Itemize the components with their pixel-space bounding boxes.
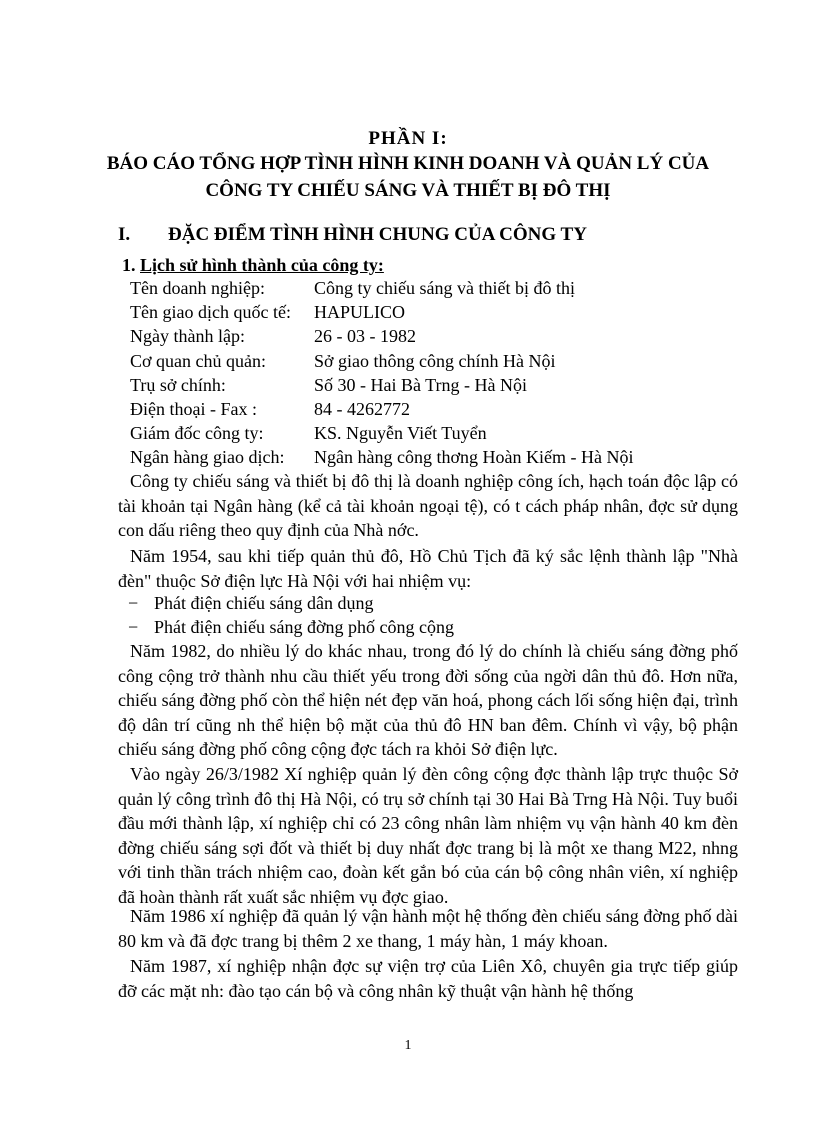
info-value: 26 - 03 - 1982 [314,326,416,346]
info-value: 84 - 4262772 [314,399,410,419]
info-label: Giám đốc công ty: [130,423,264,443]
paragraph-1982-separation: Năm 1982, do nhiều lý do khác nhau, trong đó lý do chính là chiếu sáng đờng phố công cộng trở thành nhu cầu thiết yếu trong đời sống của ngời dân thủ đô. Hơn nữa, chiếu sáng đờng phố còn thể hiện nét đẹp văn hoá, phong cách lối sống hiện đại, trình độ dân trí cũng nh thể hiện bộ mặt của thủ đô HN ban đêm. Chính vì vậy, bộ phận chiếu sáng đờng phố công cộng đợc tách ra khỏi Sở điện lực. [118,641,738,760]
info-label: Ngân hàng giao dịch: [130,447,285,467]
info-value: KS. Nguyễn Viết Tuyển [314,423,487,443]
subsection-heading [122,255,384,276]
info-label: Cơ quan chủ quản: [130,351,266,371]
paragraph-company-status: Công ty chiếu sáng và thiết bị đô thị là doanh nghiệp công ích, hạch toán độc lập có tài khoản tại Ngân hàng (kể cả tài khoản ngoại tệ), có t cách pháp nhân, đợc sử dụng con dấu riêng theo quy định của Nhà nớc. [118,471,738,541]
info-label: Ngày thành lập: [130,326,245,346]
report-title-line-1: BÁO CÁO TỔNG HỢP TÌNH HÌNH KINH DOANH VÀ QUẢN LÝ CỦA [106,153,710,174]
info-value: Công ty chiếu sáng và thiết bị đô thị [314,278,575,298]
subsection-title: Lịch sử hình thành của công ty: [140,255,384,275]
info-value: HAPULICO [314,302,406,322]
info-value: Ngân hàng công thơng Hoàn Kiếm - Hà Nội [314,447,634,467]
section-title: ĐẶC ĐIỂM TÌNH HÌNH CHUNG CỦA CÔNG TY [168,224,587,245]
paragraph-founding-enterprise: Vào ngày 26/3/1982 Xí nghiệp quản lý đèn công cộng đợc thành lập trực thuộc Sở quản lý công trình đô thị Hà Nội, có trụ sở chính tại 30 Hai Bà Trng Hà Nội. Tuy buổi đầu mới thành lập, xí nghiệp chỉ có 23 công nhân làm nhiệm vụ vận hành 40 km đèn đờng chiếu sáng sợi đốt và thiết bị duy nhất đợc trang bị là một xe thang M22, nhng với tinh thần trách nhiệm cao, đoàn kết gắn bó của cán bộ công nhân viên, xí nghiệp đã hoàn thành rất xuất sắc nhiệm vụ đợc giao. [118,764,738,907]
info-label: Trụ sở chính: [130,375,226,395]
report-title-line-2: CÔNG TY CHIẾU SÁNG VÀ THIẾT BỊ ĐÔ THỊ [205,180,611,201]
section-heading [118,224,587,246]
bullet-dash: − [128,593,139,613]
paragraph-1987: Năm 1987, xí nghiệp nhận đợc sự viện trợ của Liên Xô, chuyên gia trực tiếp giúp đỡ các mặt nh: đào tạo cán bộ và công nhân kỹ thuật vận hành hệ thống [118,956,738,1001]
paragraph-1954-history: Năm 1954, sau khi tiếp quản thủ đô, Hồ Chủ Tịch đã ký sắc lệnh thành lập "Nhà đèn" thuộc Sở điện lực Hà Nội với hai nhiệm vụ: [118,546,738,591]
bullet-item [128,615,454,639]
info-label: Tên giao dịch quốc tế: [130,302,291,322]
bullet-text: Phát điện chiếu sáng dân dụng [154,593,374,613]
info-value: Số 30 - Hai Bà Trng - Hà Nội [314,375,528,395]
bullet-item [128,591,373,615]
bullet-dash: − [128,617,139,637]
bullet-text: Phát điện chiếu sáng đờng phố công cộng [154,617,454,637]
part-heading: PHẦN I: [368,128,448,149]
info-value: Sở giao thông công chính Hà Nội [314,351,556,371]
page-number: 1 [404,1038,412,1053]
section-number: I. [118,224,131,245]
paragraph-1986: Năm 1986 xí nghiệp đã quản lý vận hành một hệ thống đèn chiếu sáng đờng phố dài 80 km và đã đợc trang bị thêm 2 xe thang, 1 máy hàn, 1 máy khoan. [118,906,738,951]
info-label: Tên doanh nghiệp: [130,278,265,298]
subsection-number: 1. [122,255,136,275]
info-label: Điện thoại - Fax : [130,399,257,419]
